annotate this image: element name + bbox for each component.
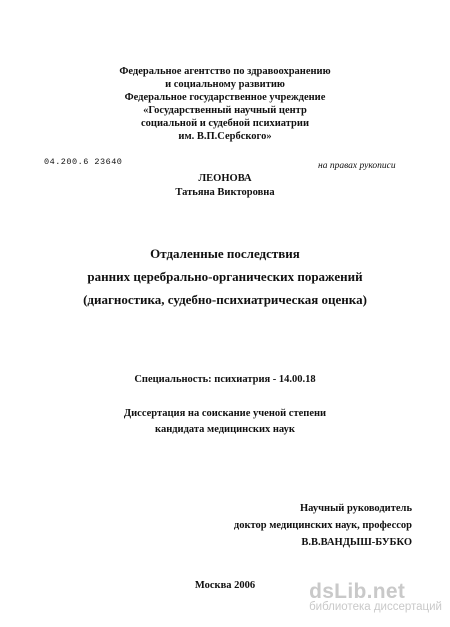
watermark-logo [309,580,442,613]
degree-line: кандидата медицинских наук [155,424,295,435]
title-line: ранних церебрально-органических поражений [87,269,363,284]
dissertation-title [0,242,450,311]
advisor-block [234,500,412,551]
degree-line: Диссертация на соискание ученой степени [123,408,327,419]
author-surname: ЛЕОНОВА [198,173,252,184]
institution-line: им. В.П.Сербского» [178,131,272,142]
author-given-names: Татьяна Викторовна [175,187,275,198]
watermark-sub-text: библиотека диссертаций [309,601,442,613]
institution-line: и социальному развитию [165,79,285,90]
institution-line: Федеральное государственное учреждение [124,92,326,103]
advisor-degree: доктор медицинских наук, профессор [233,520,412,531]
degree-block [0,406,450,438]
watermark-main-text: dsLib.net [309,580,406,603]
registration-code-stamp: 04.200.6 23640 [44,157,123,167]
city-year: Москва 2006 [194,580,256,591]
title-line: Отдаленные последствия [150,246,300,261]
advisor-label: Научный руководитель [300,503,412,514]
manuscript-rights-note: на правах рукописи [318,161,396,171]
specialty-line: Специальность: психиатрия - 14.00.18 [134,374,316,385]
institution-line: социальной и судебной психиатрии [140,118,309,129]
institution-line: Федеральное агентство по здравоохранению [119,66,331,77]
institution-line: «Государственный научный центр [143,105,307,116]
author-block [0,172,450,200]
institution-block [0,65,450,143]
advisor-name: В.В.ВАНДЫШ-БУБКО [301,537,412,548]
title-line: (диагностика, судебно-психиатрическая оценка) [83,292,367,307]
